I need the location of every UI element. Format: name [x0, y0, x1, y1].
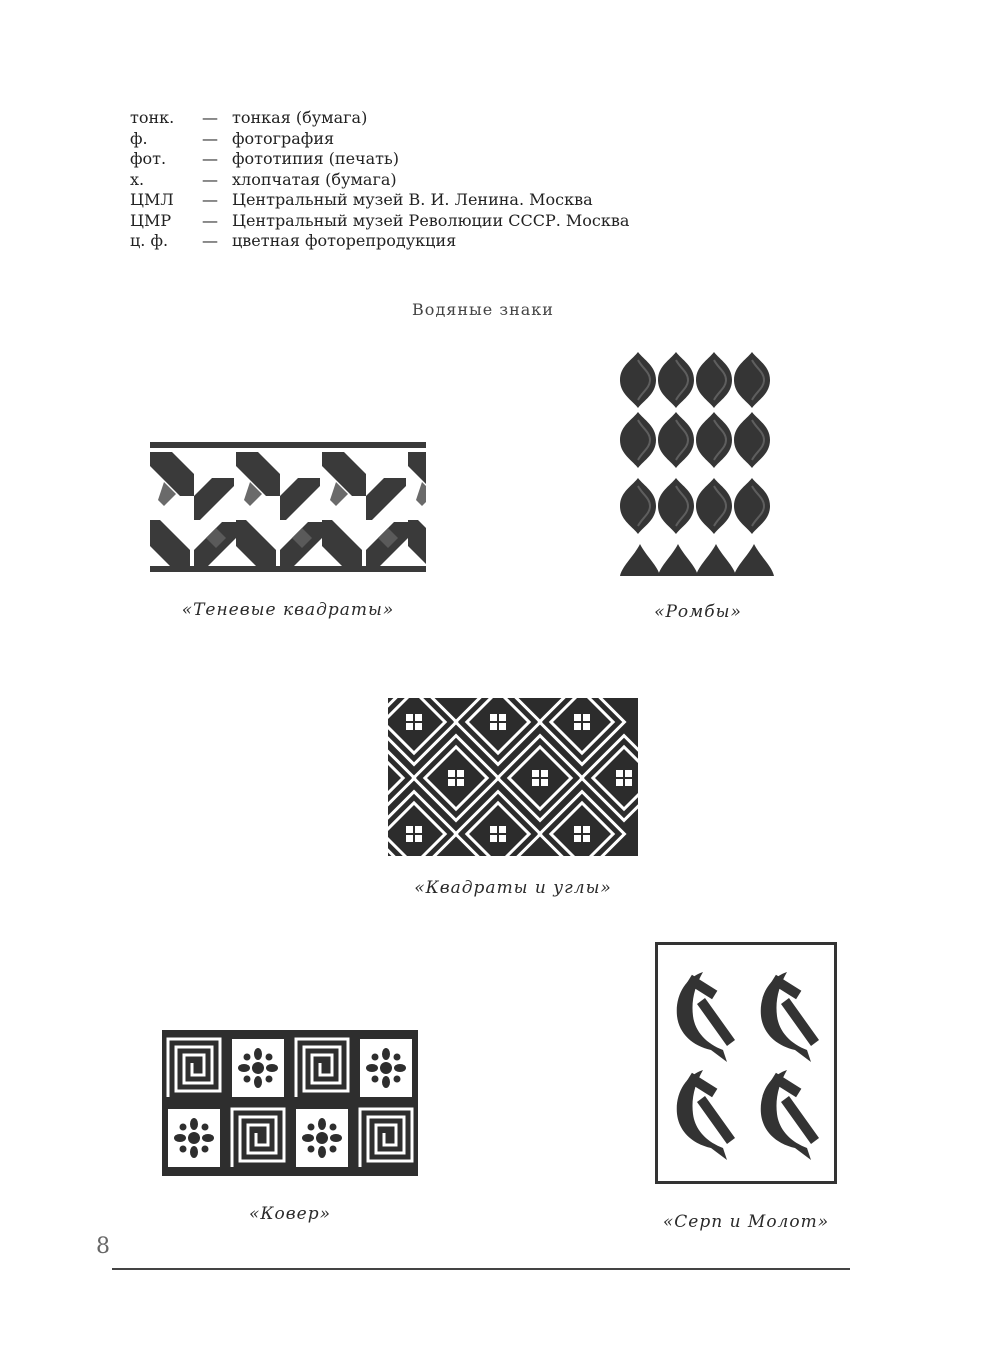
watermark-carpet-image	[162, 1030, 418, 1176]
watermark-sickle-hammer-caption: «Серп и Молот»	[662, 1212, 830, 1232]
page-number: 8	[96, 1234, 110, 1259]
abbreviation-dash: —	[202, 169, 218, 189]
abbreviation-row	[130, 211, 629, 232]
abbreviation-key: х.	[130, 169, 145, 189]
abbreviation-key: ЦМЛ	[130, 190, 174, 210]
abbreviation-row	[130, 190, 629, 211]
abbreviation-row	[130, 108, 629, 129]
section-title: Водяные знаки	[412, 300, 554, 319]
abbreviation-key: ф.	[130, 128, 148, 148]
watermark-rhombs-image	[618, 350, 778, 576]
abbreviation-dash: —	[202, 190, 218, 210]
watermark-squares-angles-caption: «Квадраты и углы»	[414, 878, 612, 898]
watermark-squares-angles-image	[388, 698, 638, 856]
abbreviation-dash: —	[202, 128, 218, 148]
abbreviation-value: хлопчатая (бумага)	[232, 169, 397, 189]
abbreviation-list	[130, 108, 629, 252]
abbreviation-dash: —	[202, 231, 218, 251]
watermark-shadow-squares-caption: «Теневые квадраты»	[181, 600, 395, 620]
watermark-sickle-hammer-image	[655, 942, 837, 1184]
abbreviation-value: фототипия (печать)	[232, 149, 399, 169]
watermark-carpet-caption: «Ковер»	[248, 1204, 332, 1224]
abbreviation-key: тонк.	[130, 108, 175, 128]
abbreviation-row	[130, 170, 629, 191]
footer-rule	[112, 1268, 850, 1270]
abbreviation-value: Центральный музей В. И. Ленина. Москва	[232, 190, 593, 210]
abbreviation-value: фотография	[232, 128, 335, 148]
abbreviation-dash: —	[202, 210, 218, 230]
abbreviation-value: тонкая (бумага)	[232, 108, 368, 128]
abbreviation-dash: —	[202, 108, 218, 128]
watermark-shadow-squares-image	[150, 442, 426, 572]
abbreviation-row	[130, 129, 629, 150]
abbreviation-value: цветная фоторепродукция	[232, 231, 457, 251]
abbreviation-key: фот.	[130, 149, 167, 169]
abbreviation-key: ЦМР	[130, 210, 172, 230]
watermark-rhombs-caption: «Ромбы»	[654, 602, 742, 622]
abbreviation-dash: —	[202, 149, 218, 169]
abbreviation-value: Центральный музей Революции СССР. Москва	[232, 210, 630, 230]
abbreviation-row	[130, 231, 629, 252]
abbreviation-row	[130, 149, 629, 170]
abbreviation-key: ц. ф.	[130, 231, 169, 251]
